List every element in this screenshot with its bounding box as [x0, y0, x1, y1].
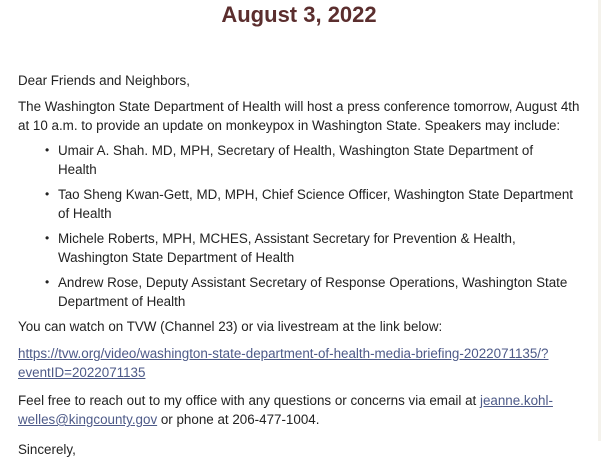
livestream-link[interactable]: https://tvw.org/video/washington-state-department-of-health-media-briefing-2022071135/?eventID=2022071135: [18, 346, 549, 380]
speaker-text: Andrew Rose, Deputy Assistant Secretary of Response Operations, Washington State Department of Health: [58, 275, 568, 309]
bullet-icon: •: [45, 187, 50, 201]
bullet-icon: •: [45, 143, 50, 157]
list-item: [45, 185, 580, 223]
intro-paragraph: The Washington State Department of Health will host a press conference tomorrow, August 4th at 10 a.m. to provide an update on monkeypox in Washington State. Speakers may include:: [18, 99, 580, 133]
speakers-list: [18, 141, 580, 311]
contact-text-before: Feel free to reach out to my office with any questions or concerns via email at: [18, 393, 480, 408]
speaker-text: Michele Roberts, MPH, MCHES, Assistant Secretary for Prevention & Health, Washington State Department of Health: [58, 231, 516, 265]
speaker-text: Umair A. Shah. MD, MPH, Secretary of Health, Washington State Department of Health: [58, 143, 534, 177]
list-item: [45, 141, 580, 179]
bullet-icon: •: [45, 275, 50, 289]
email-link[interactable]: jeanne.kohl-welles@kingcounty.gov: [18, 393, 553, 427]
bullet-icon: •: [45, 231, 50, 245]
newsletter-date-heading: August 3, 2022: [221, 2, 377, 27]
list-item: [45, 273, 580, 311]
list-item: [45, 229, 580, 267]
greeting: Dear Friends and Neighbors,: [18, 73, 190, 88]
letter-body: [0, 71, 598, 459]
contact-paragraph: [18, 391, 580, 429]
livestream-paragraph: [18, 344, 580, 382]
watch-info: You can watch on TVW (Channel 23) or via livestream at the link below:: [18, 319, 443, 334]
closing: Sincerely,: [18, 442, 76, 457]
speaker-text: Tao Sheng Kwan-Gett, MD, MPH, Chief Science Officer, Washington State Department of Health: [58, 187, 574, 221]
contact-text-after: or phone at 206-477-1004.: [157, 412, 320, 427]
